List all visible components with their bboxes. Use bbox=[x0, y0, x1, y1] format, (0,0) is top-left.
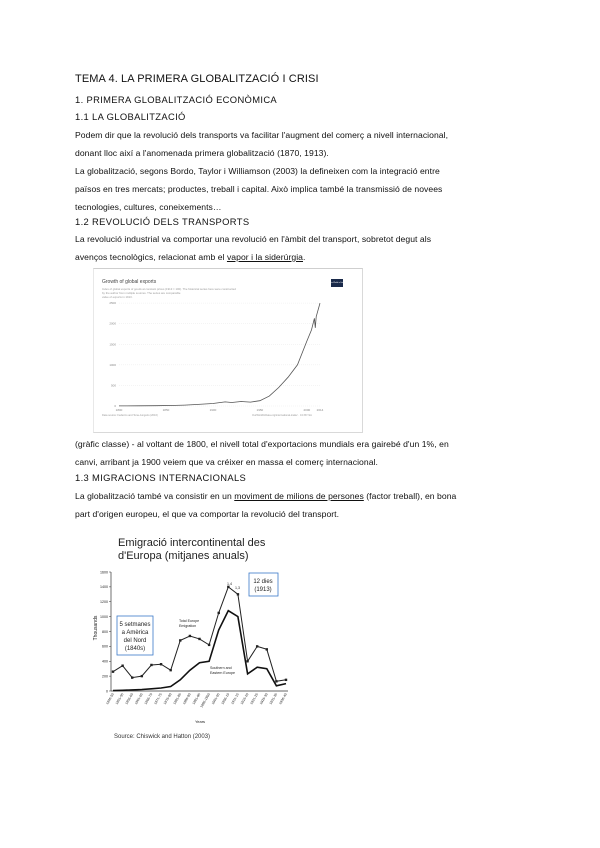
chart-source: Data source: Federico and Tena-Junguito (2016) bbox=[102, 414, 158, 417]
paragraph-line: La revolució industrial va comportar una revolució en l'àmbit del transport, sobretot degut als bbox=[75, 234, 432, 244]
y-tick-label: 400 bbox=[102, 659, 108, 664]
subsection-heading-1-3: 1.3 MIGRACIONS INTERNACIONALS bbox=[75, 472, 247, 483]
x-tick-label: 1886-90 bbox=[182, 692, 192, 706]
peak-annotation: 1,3 bbox=[235, 586, 240, 590]
x-tick-label: 1846-50 bbox=[105, 692, 115, 706]
figure-global-exports bbox=[93, 268, 363, 433]
x-tick-label: 1851-55 bbox=[114, 692, 125, 706]
chart-subtitle: by the author from multiple sources. The series are comparable bbox=[102, 291, 181, 295]
chart-subtitle: value of exports in 1913. bbox=[102, 295, 133, 299]
paragraph-line: donant lloc així a l'anomenada primera globalització (1870, 1913). bbox=[75, 148, 329, 158]
y-tick-label: 2000 bbox=[109, 321, 116, 326]
data-point bbox=[198, 638, 200, 640]
data-point bbox=[169, 669, 171, 671]
paragraph-line bbox=[75, 487, 525, 506]
x-tick-label: 1911-15 bbox=[230, 692, 240, 706]
paragraph-line: part d'origen europeu, el que va comportar la revolució del transport. bbox=[75, 509, 340, 519]
y-tick-label: 500 bbox=[110, 383, 116, 388]
callout-1840s-text: del Nord bbox=[123, 638, 147, 644]
subsection-heading-1-1: 1.1 LA GLOBALITZACIÓ bbox=[75, 111, 186, 122]
x-tick-label: 1850 bbox=[162, 408, 170, 412]
y-tick-label: 1400 bbox=[100, 585, 108, 590]
x-tick-label: 1906-10 bbox=[220, 692, 231, 706]
label-southern-eastern: Southern and bbox=[210, 666, 232, 670]
y-tick-label: 1600 bbox=[100, 570, 108, 575]
data-point bbox=[275, 680, 277, 682]
paragraph-line: La globalització, segons Bordo, Taylor i Williamson (2003) la defineixen com la integració entre bbox=[75, 166, 440, 176]
x-tick-label: 2014 bbox=[316, 408, 324, 412]
chart-source: Source: Chiswick and Hatton (2003) bbox=[114, 734, 211, 740]
y-tick-label: 1500 bbox=[109, 342, 116, 347]
data-point bbox=[227, 586, 229, 588]
label-total-europe: Total Europe bbox=[179, 619, 200, 623]
y-tick-label: 1000 bbox=[109, 362, 116, 367]
x-tick-label: 1896-1900 bbox=[199, 692, 211, 709]
subsection-heading-1-2: 1.2 REVOLUCIÓ DELS TRANSPORTS bbox=[75, 216, 250, 227]
text-run: La globalització també va consistir en un bbox=[75, 491, 235, 501]
y-tick-label: 0 bbox=[106, 689, 108, 694]
x-tick-label: 1916-20 bbox=[239, 692, 250, 706]
x-tick-label: 1891-95 bbox=[191, 692, 202, 706]
chart-gridlines bbox=[119, 303, 320, 406]
underlined-term-moviment: moviment de milions de persones bbox=[234, 491, 364, 501]
x-tick-label: 1800 bbox=[115, 408, 123, 412]
chart-y-ticks bbox=[100, 570, 111, 693]
x-tick-label: 2000 bbox=[303, 408, 311, 412]
chart-x-axis-label: Years bbox=[194, 719, 206, 724]
x-tick-label: 1901-05 bbox=[210, 692, 221, 706]
data-point bbox=[179, 639, 181, 641]
x-tick-label: 1936-40 bbox=[278, 692, 288, 706]
chart-license: OurWorldInData.org/international-trade/ · CC BY-SA bbox=[252, 414, 312, 417]
chart-x-ticks bbox=[116, 408, 324, 412]
callout-1840s-text: a Amèrica bbox=[121, 630, 149, 636]
chart-x-ticks bbox=[105, 692, 288, 708]
y-tick-label: 200 bbox=[102, 674, 108, 679]
data-point bbox=[160, 663, 162, 665]
chart-title: Growth of global exports bbox=[102, 279, 157, 285]
data-point bbox=[121, 665, 123, 667]
text-run: . bbox=[303, 252, 306, 262]
text-run: avenços tecnològics, relacionat amb el bbox=[75, 252, 227, 262]
data-point bbox=[218, 612, 220, 614]
underlined-term-vapor-siderurgia: vapor i la siderúrgia bbox=[226, 252, 303, 262]
data-point bbox=[189, 635, 191, 637]
callout-1840s-text: 5 setmanes bbox=[119, 622, 151, 628]
y-tick-label: 1200 bbox=[100, 600, 108, 605]
y-tick-label: 1000 bbox=[100, 614, 108, 619]
callout-1840s-text: (1840s) bbox=[124, 646, 146, 652]
paragraph-line bbox=[75, 248, 525, 267]
chart-title-line-2: d'Europa (mitjanes anuals) bbox=[118, 550, 249, 562]
section-heading-1: 1. PRIMERA GLOBALITZACIÓ ECONÒMICA bbox=[75, 94, 278, 105]
peak-annotation: 1,4 bbox=[227, 582, 232, 586]
paragraph-line: Podem dir que la revolució dels transports va facilitar l'augment del comerç a nivell internacional, bbox=[75, 130, 449, 140]
chart-y-axis-label: Thousands bbox=[93, 615, 99, 641]
x-tick-label: 1876-80 bbox=[162, 692, 173, 706]
figure-european-emigration bbox=[88, 528, 304, 750]
y-tick-label: 800 bbox=[102, 629, 108, 634]
callout-1913-text: 12 dies bbox=[253, 579, 273, 585]
data-point bbox=[141, 675, 143, 677]
chart-y-ticks bbox=[109, 301, 116, 408]
x-tick-label: 1881-85 bbox=[172, 692, 183, 706]
paragraph-line: països en tres mercats; productes, treball i capital. Això implica també la transmissió de novees bbox=[75, 184, 443, 194]
x-tick-label: 1926-30 bbox=[258, 692, 269, 706]
data-point bbox=[150, 664, 152, 666]
exports-chart bbox=[94, 269, 362, 432]
data-point bbox=[208, 644, 210, 646]
x-tick-label: 1931-35 bbox=[268, 692, 279, 706]
x-tick-label: 1866-70 bbox=[143, 692, 154, 706]
emigration-chart bbox=[88, 528, 304, 750]
label-southern-eastern: Eastern Europe bbox=[210, 671, 235, 675]
label-total-europe: Emigration bbox=[179, 624, 197, 628]
data-point bbox=[237, 593, 239, 595]
y-tick-label: 0 bbox=[114, 404, 116, 408]
callout-1913-text: (1913) bbox=[254, 587, 272, 593]
paragraph-line: tecnologies, cultures, coneixements… bbox=[75, 202, 222, 212]
chart-title-line-1: Emigració intercontinental des bbox=[118, 537, 266, 549]
owid-logo-text: Our World in Data bbox=[329, 282, 345, 284]
data-point bbox=[285, 679, 287, 681]
data-point bbox=[256, 645, 258, 647]
x-tick-label: 1921-25 bbox=[249, 692, 260, 706]
paragraph-line: canvi, arribant ja 1900 veiem que va créixer en massa el comerç internacional. bbox=[75, 457, 378, 467]
y-tick-label: 600 bbox=[102, 644, 108, 649]
x-tick-label: 1950 bbox=[256, 408, 264, 412]
x-tick-label: 1861-65 bbox=[134, 692, 144, 706]
chart-subtitle: Index of global exports of goods at constant prices (1913 = 100). The historical series here were constructed bbox=[102, 287, 236, 291]
paragraph-line: (gràfic classe) - al voltant de 1800, el nivell total d'exportacions mundials era gairebé d'un 1%, en bbox=[75, 439, 449, 449]
page-title: TEMA 4. LA PRIMERA GLOBALITZACIÓ I CRISI bbox=[75, 73, 319, 85]
exports-series-line bbox=[119, 303, 320, 406]
text-run: (factor treball), en bona bbox=[363, 491, 457, 501]
y-tick-label: 2500 bbox=[109, 301, 116, 306]
x-tick-label: 1871-75 bbox=[153, 692, 163, 706]
x-tick-label: 1856-60 bbox=[124, 692, 135, 706]
data-point bbox=[266, 648, 268, 650]
data-point bbox=[246, 660, 248, 662]
data-point bbox=[131, 676, 133, 678]
x-tick-label: 1900 bbox=[209, 408, 217, 412]
data-point bbox=[112, 670, 114, 672]
